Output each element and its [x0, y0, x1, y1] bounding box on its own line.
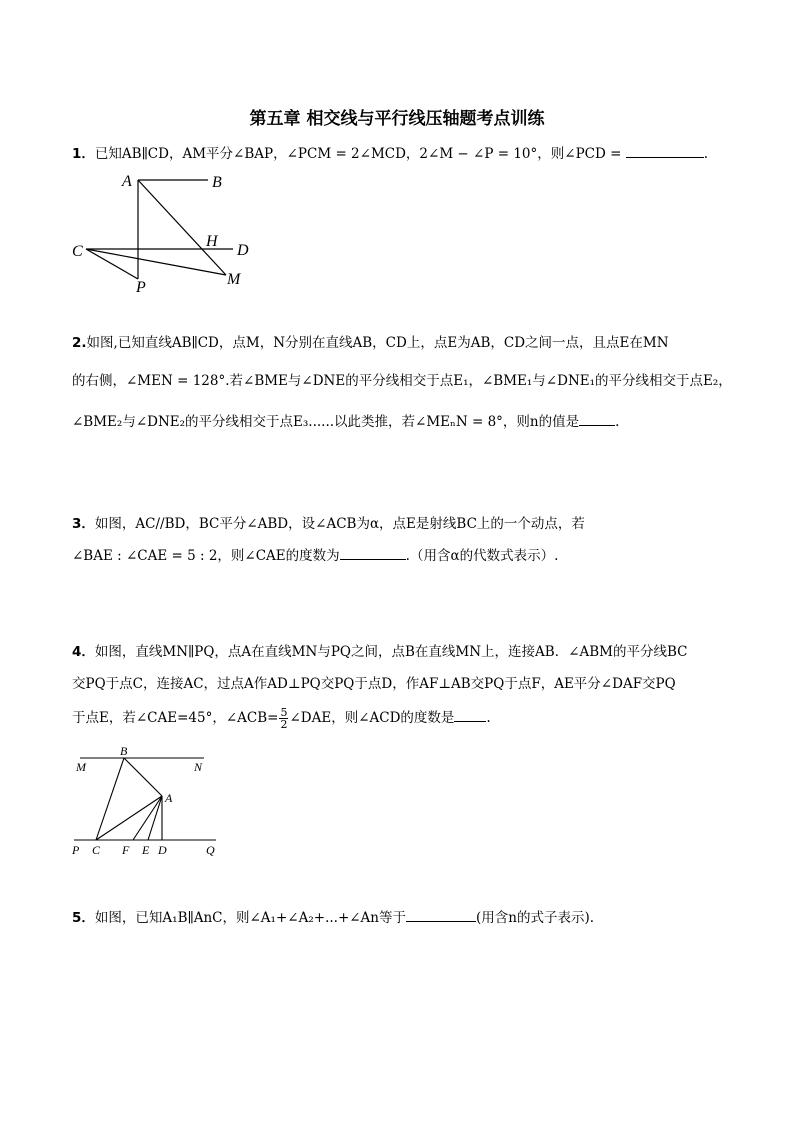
label-d: D [237, 242, 249, 259]
label-c: C [72, 243, 83, 260]
segment-ba [124, 758, 162, 796]
question-4-line-2: 交PQ于点C，连接AC，过点A作AD⊥PQ交PQ于点D，作AF⊥AB交PQ于点F，AE平分∠DAF交PQ [72, 676, 676, 692]
question-tail: . [615, 414, 620, 430]
fraction-denominator: 2 [280, 718, 288, 731]
question-text: 已知AB∥CD，AM平分∠BAP，∠PCM = 2∠MCD，2∠M − ∠P = 10°，则∠PCD = [94, 146, 622, 162]
label-h: H [206, 233, 218, 250]
question-tail: (用含n的式子表示). [476, 910, 595, 926]
label-b: B [212, 174, 222, 191]
question-text: ∠BME₂与∠DNE₂的平分线相交于点E₃......以此类推，若∠MEₙN = 8°，则n的值是 [72, 414, 580, 430]
label-d: D [158, 843, 167, 857]
page-title: 第五章 相交线与平行线压轴题考点训练 [249, 109, 545, 129]
question-text: 如图，AC//BD，BC平分∠ABD，设∠ACB为α，点E是射线BC上的一个动点，若 [94, 516, 585, 532]
question-number: 5． [72, 910, 95, 926]
figure-1 [70, 168, 270, 296]
label-e: E [142, 843, 150, 857]
question-4-line-3 [72, 707, 732, 730]
question-number: 4． [72, 644, 95, 660]
label-a: A [165, 791, 173, 805]
question-tail: . [703, 146, 708, 162]
question-2-line-2: 的右侧，∠MEN = 128°.若∠BME与∠DNE的平分线相交于点E₁，∠BME₁与∠DNE₁的平分线相交于点E₂， [72, 373, 732, 389]
question-4 [72, 642, 732, 662]
answer-blank[interactable] [340, 547, 406, 560]
segment-ac [96, 796, 162, 840]
segment-ae [148, 796, 162, 840]
question-text: 如图，直线MN∥PQ，点A在直线MN与PQ之间，点B在直线MN上，连接AB．∠ABM的平分线BC [94, 644, 688, 660]
segment-af [133, 796, 162, 840]
fraction-five-halves [279, 707, 288, 730]
label-q: Q [206, 843, 215, 857]
label-m: M [76, 760, 86, 774]
question-number: 3． [72, 516, 95, 532]
question-number: 2. [72, 335, 87, 351]
question-text: 如图,已知直线AB∥CD，点M，N分别在直线AB，CD上，点E为AB，CD之间一点，且点E在MN [86, 335, 669, 351]
question-text: 如图，已知A₁B∥AnC，则∠A₁+∠A₂+...+∠An等于 [94, 910, 407, 926]
label-p: P [72, 843, 80, 857]
answer-blank[interactable] [579, 413, 615, 426]
label-f: F [122, 843, 130, 857]
question-text: 于点E，若∠CAE=45°，∠ACB= [72, 710, 279, 726]
question-3-line-2 [72, 546, 732, 566]
label-c: C [92, 843, 101, 857]
answer-blank[interactable] [626, 145, 704, 158]
question-1 [72, 144, 732, 164]
answer-blank[interactable] [454, 709, 486, 722]
label-m: M [227, 271, 241, 288]
figure-4 [70, 744, 230, 864]
question-2 [72, 333, 732, 353]
question-2-line-3 [72, 412, 732, 432]
question-tail: . [486, 710, 491, 726]
label-a: A [122, 173, 132, 190]
question-number: 1． [72, 146, 95, 162]
label-b: B [120, 744, 128, 758]
label-n: N [194, 760, 203, 774]
question-3 [72, 514, 732, 534]
question-tail: .（用含α的代数式表示）. [405, 548, 559, 564]
answer-blank[interactable] [406, 909, 476, 922]
question-text: ∠DAE，则∠ACD的度数是 [289, 710, 455, 726]
segment-bc [96, 758, 124, 840]
fraction-numerator: 5 [280, 706, 288, 719]
question-text: ∠BAE : ∠CAE = 5 : 2，则∠CAE的度数为 [72, 548, 340, 564]
question-5 [72, 908, 732, 928]
label-p: P [136, 279, 146, 296]
